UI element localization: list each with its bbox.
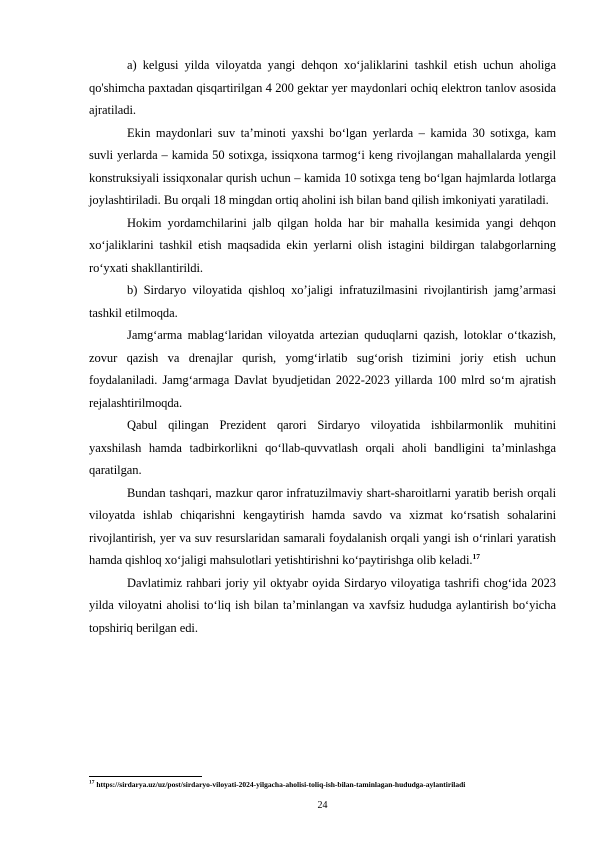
- paragraph-infrastructure-text: Bundan tashqari, mazkur qaror infratuzilmaviy shart-sharoitlarni yaratib berish orqali viloyatda ishlab chiqarishni kengaytirish hamda savdo va xizmat ko‘rsatish sohalarini rivojlantirish, yer va suv resurslaridan samarali foydalanish orqali yangi ish o‘rinlari yaratish hamda qishloq xo‘jaligi mahsulotlari yetishtirishni ko‘paytirishga olib keladi.: [89, 485, 556, 567]
- footnote-number: 17: [89, 779, 95, 786]
- footnote-divider: [89, 776, 202, 777]
- paragraph-infrastructure: [89, 482, 556, 572]
- page-number: 24: [317, 800, 328, 811]
- footnote-link[interactable]: https://sirdarya.uz/uz/post/sirdaryo-viloyati-2024-yilgacha-aholisi-toliq-ish-bilan-taminlagan-hududga-aylantiriladi: [96, 780, 466, 789]
- paragraph-decree: Qabul qilingan Prezident qarori Sirdaryo viloyatida ishbilarmonlik muhitini yaxshilash hamda tadbirkorlikni qo‘llab-quvvatlash orqali aholi bandligini ta’minlashga qaratilgan.: [89, 418, 556, 477]
- paragraph-fund: Jamg‘arma mablag‘laridan viloyatda artezian quduqlarni qazish, lotoklar o‘tkazish, zovur qazish va drenajlar qurish, yomg‘irlatib sug‘orish tizimini joriy etish uchun foydalaniladi. Jamg‘armaga Davlat byudjetidan 2022-2023 yillarda 100 mlrd so‘m ajratish rejalashtirilmoqda.: [89, 328, 556, 410]
- footnote-reference[interactable]: 17: [472, 551, 480, 561]
- paragraph-a: a) kelgusi yilda viloyatda yangi dehqon xo‘jaliklarini tashkil etish uchun aholiga qo'shimcha paxtadan qisqartirilgan 4 200 gektar yer maydonlari ochiq elektron tanlov asosida ajratiladi.: [89, 58, 556, 117]
- footnote: [89, 780, 559, 790]
- paragraph-applicants: Hokim yordamchilarini jalb qilgan holda har bir mahalla kesimida yangi dehqon xo‘jaliklarini tashkil etish maqsadida ekin yerlarni olish istagini bildirgan talabgorlarning ro‘yxati shakllantirildi.: [89, 215, 556, 275]
- paragraph-land-plots: Ekin maydonlari suv ta’minoti yaxshi bo‘lgan yerlarda – kamida 30 sotixga, kam suvli yerlarda – kamida 50 sotixga, issiqxona tarmog‘i keng rivojlangan mahallalarda yengil konstruksiyali issiqxonalar qurish uchun – kamida 10 sotixga teng bo‘lgan hajmlarda lotlarga joylashtiriladi. Bu orqali 18 mingdan ortiq aholini ish bilan band qilish imkoniyati yaratiladi.: [89, 125, 556, 207]
- paragraph-b: b) Sirdaryo viloyatida qishloq xo’jaligi infratuzilmasini rivojlantirish jamg’armasi tashkil etilmoqda.: [89, 283, 556, 320]
- paragraph-visit: Davlatimiz rahbari joriy yil oktyabr oyida Sirdaryo viloyatiga tashrifi chog‘ida 2023 yilda viloyatni aholisi to‘liq ish bilan ta’minlangan va xavfsiz hududga aylantirish bo‘yicha topshiriq berilgan edi.: [89, 575, 556, 635]
- body-text: [89, 54, 556, 639]
